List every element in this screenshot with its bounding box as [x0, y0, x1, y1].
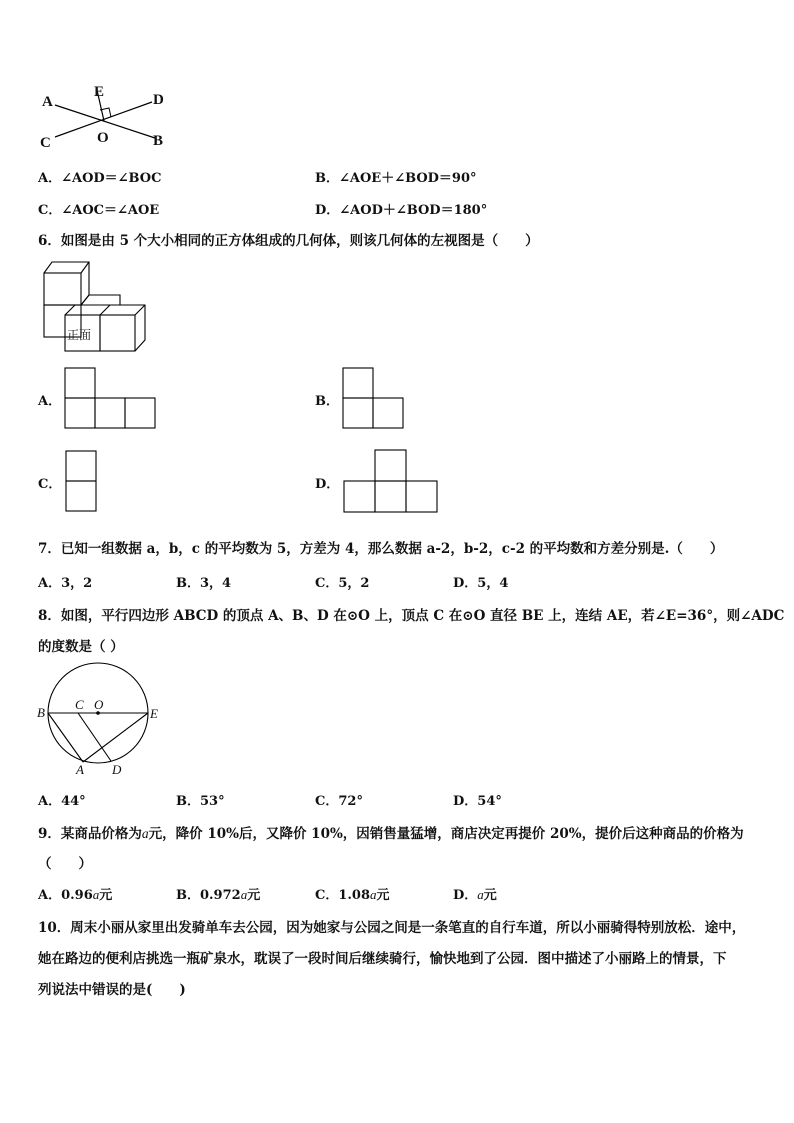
q6-front-label: 正面 [67, 328, 92, 342]
q8-option-d: D．54° [453, 794, 502, 809]
q5-label-a: A [42, 94, 53, 110]
q5-label-d: D [153, 92, 164, 108]
q9-stem-line1 [38, 822, 744, 842]
q10-stem-line3: 列说法中错误的是( ) [38, 982, 186, 998]
q9-option-c-var: a [370, 887, 377, 902]
q5-option-a: A．∠AOD＝∠BOC [38, 171, 162, 186]
q9-stem-pre: 9．某商品价格为 [38, 826, 142, 842]
q8-label-d: D [112, 762, 122, 777]
q9-option-c-pre: C．1.08 [315, 888, 371, 903]
q9-option-b-var: a [240, 887, 248, 902]
q6-option-a-letter: A． [38, 394, 62, 409]
q9-option-b-post: 元 [247, 888, 261, 903]
q8-option-a: A．44° [38, 794, 86, 809]
q5-option-c: C．∠AOC＝∠AOE [38, 203, 160, 218]
q6-option-c-letter: C． [38, 477, 62, 492]
q9-stem-var: a [141, 826, 149, 841]
q9-option-a-var: a [92, 887, 100, 902]
q10-stem-line2: 她在路边的便利店挑选一瓶矿泉水，耽误了一段时间后继续骑行，愉快地到了公园．图中描述了小丽路上的情景，下 [38, 951, 727, 967]
q10-stem-line1: 10．周末小丽从家里出发骑单车去公园，因为她家与公园之间是一条笔直的自行车道，所以小丽骑得特别放松．途中， [38, 920, 746, 936]
q6-option-d-letter: D． [315, 477, 340, 492]
q9-option-a [38, 884, 112, 903]
q9-option-a-post: 元 [99, 888, 113, 903]
q9-option-d [453, 884, 497, 903]
q6-stem: 6．如图是由 5 个大小相同的正方体组成的几何体，则该几何体的左视图是（ ） [38, 233, 539, 249]
q9-option-b-pre: B．0.972 [176, 888, 241, 903]
q5-label-b: B [153, 133, 164, 149]
q9-option-d-var: a [477, 887, 484, 902]
q6-option-b-letter: B． [315, 394, 339, 409]
q8-label-e: E [150, 706, 158, 721]
q5-label-e: E [94, 84, 105, 100]
q8-option-b: B．53° [176, 794, 225, 809]
q8-label-c: C [75, 697, 84, 712]
q9-stem-line2: （ ） [38, 856, 92, 872]
q8-label-a: A [76, 762, 84, 777]
q7-stem: 7．已知一组数据 a，b，c 的平均数为 5，方差为 4，那么数据 a-2，b-2，c-2 的平均数和方差分别是.（ ） [38, 541, 724, 557]
q8-label-b: B [37, 705, 45, 720]
q7-option-b: B．3，4 [176, 576, 232, 591]
q5-label-o: O [97, 130, 109, 146]
q9-option-b [176, 884, 260, 903]
q8-label-o: O [94, 697, 104, 712]
q9-option-c [315, 884, 390, 903]
q5-option-b: B．∠AOE＋∠BOD＝90° [315, 171, 477, 186]
q7-option-c: C．5，2 [315, 576, 370, 591]
q8-stem-line1: 8．如图，平行四边形 ABCD 的顶点 A、B、D 在⊙O 上，顶点 C 在⊙O 直径 BE 上，连结 AE，若∠E=36°，则∠ADC [38, 608, 785, 624]
q9-stem-post: 元，降价 10%后，又降价 10%，因销售量猛增，商店决定再提价 20%，提价后这种商品的价格为 [148, 826, 744, 842]
q9-option-d-pre: D． [453, 888, 478, 903]
q9-option-a-pre: A．0.96 [38, 888, 93, 903]
q7-option-d: D．5，4 [453, 576, 509, 591]
q5-option-d: D．∠AOD＋∠BOD＝180° [315, 203, 488, 218]
q7-option-a: A．3，2 [38, 576, 93, 591]
q9-option-c-post: 元 [376, 888, 390, 903]
q5-label-c: C [40, 135, 51, 151]
q8-option-c: C．72° [315, 794, 363, 809]
q9-option-d-post: 元 [483, 888, 497, 903]
q8-stem-line2: 的度数是（ ） [38, 639, 124, 655]
